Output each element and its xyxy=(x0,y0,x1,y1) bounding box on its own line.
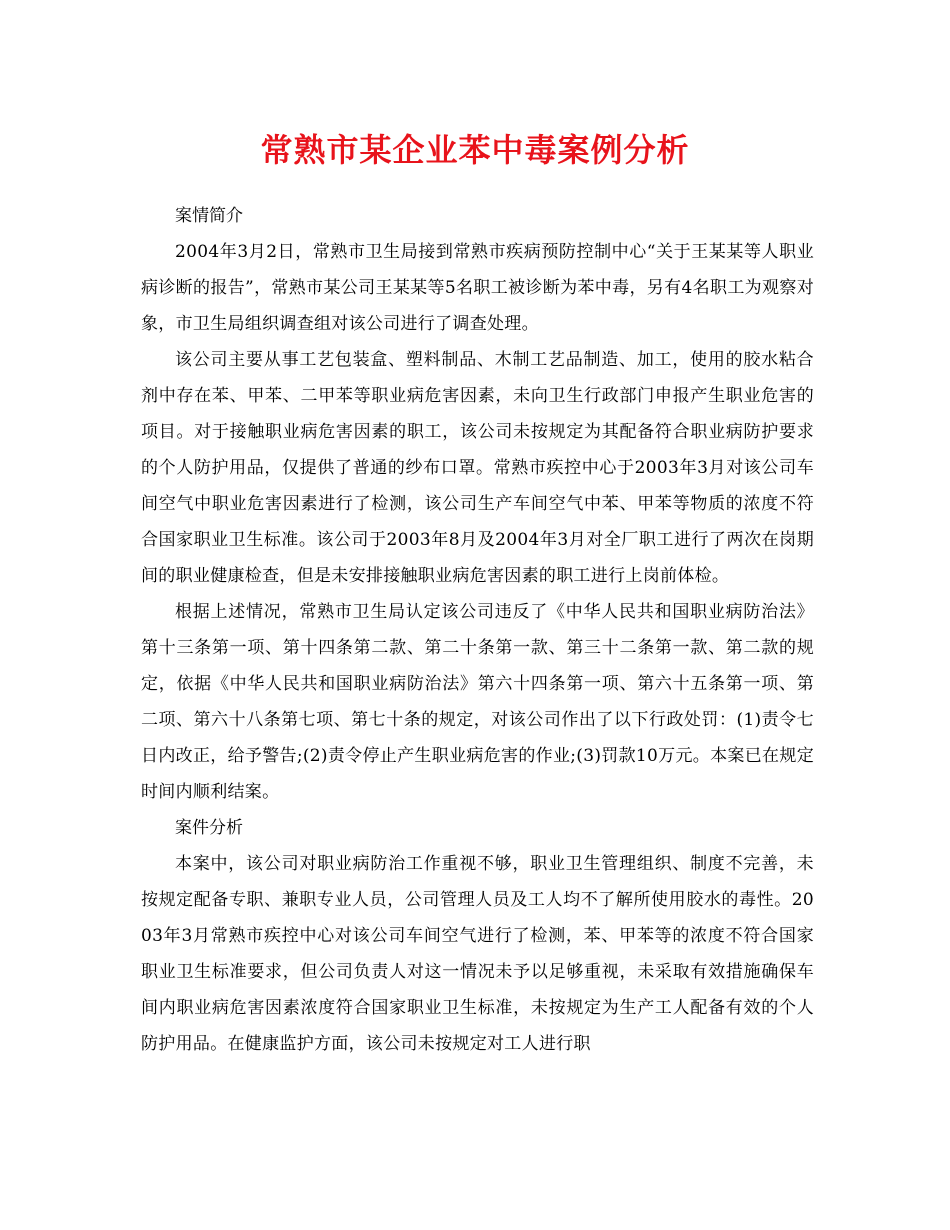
paragraph-2: 该公司主要从事工艺包装盒、塑料制品、木制工艺品制造、加工，使用的胶水粘合剂中存在苯、甲苯、二甲苯等职业病危害因素，未向卫生行政部门申报产生职业危害的项目。对于接触职业病危害因素的职工，该公司未按规定为其配备符合职业病防护要求的个人防护用品，仅提供了普通的纱布口罩。常熟市疾控中心于2003年3月对该公司车间空气中职业危害因素进行了检测，该公司生产车间空气中苯、甲苯等物质的浓度不符合国家职业卫生标准。该公司于2003年8月及2004年3月对全厂职工进行了两次在岗期间的职业健康检查，但是未安排接触职业病危害因素的职工进行上岗前体检。 xyxy=(141,350,814,586)
page-title: 常熟市某企业苯中毒案例分析 xyxy=(260,131,690,169)
paragraph-3: 根据上述情况，常熟市卫生局认定该公司违反了《中华人民共和国职业病防治法》第十三条第一项、第十四条第二款、第二十条第一款、第三十二条第一款、第二款的规定，依据《中华人民共和国职业病防治法》第六十四条第一项、第六十五条第一项、第二项、第六十八条第七项、第七十条的规定，对该公司作出了以下行政处罚：(1)责令七日内改正，给予警告;(2)责令停止产生职业病危害的作业;(3)罚款10万元。本案已在规定时间内顺利结案。 xyxy=(141,602,814,802)
section-heading-case-summary: 案情简介 xyxy=(175,206,243,226)
document-body xyxy=(141,198,814,1062)
paragraph-1: 2004年3月2日，常熟市卫生局接到常熟市疾病预防控制中心“关于王某某等人职业病诊断的报告”，常熟市某公司王某某等5名职工被诊断为苯中毒，另有4名职工为观察对象，市卫生局组织调查组对该公司进行了调查处理。 xyxy=(141,242,814,334)
paragraph-4: 本案中，该公司对职业病防治工作重视不够，职业卫生管理组织、制度不完善，未按规定配备专职、兼职专业人员，公司管理人员及工人均不了解所使用胶水的毒性。2003年3月常熟市疾控中心对该公司车间空气进行了检测，苯、甲苯等的浓度不符合国家职业卫生标准要求，但公司负责人对这一情况未予以足够重视，未采取有效措施确保车间内职业病危害因素浓度符合国家职业卫生标准，未按规定为生产工人配备有效的个人防护用品。在健康监护方面，该公司未按规定对工人进行职 xyxy=(141,854,814,1054)
section-heading-case-analysis: 案件分析 xyxy=(175,818,243,838)
